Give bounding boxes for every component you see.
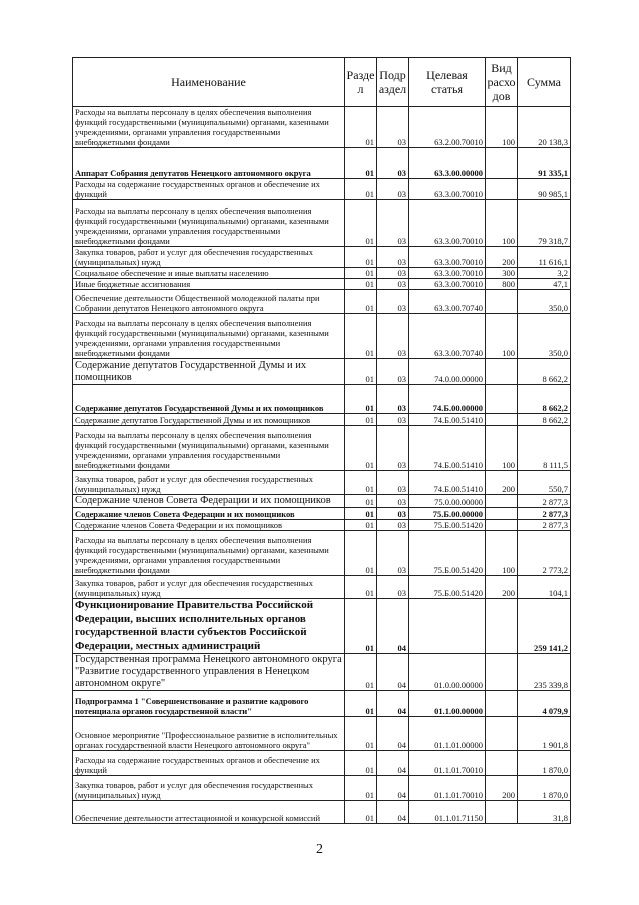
table-body [73, 107, 571, 824]
row-subsection-cell: 03 [377, 576, 409, 599]
row-sum-cell: 20 138,3 [518, 107, 571, 148]
row-type-cell [486, 385, 518, 414]
row-type-cell: 100 [486, 426, 518, 471]
row-subsection-cell: 03 [377, 279, 409, 290]
row-sum-cell: 8 111,5 [518, 426, 571, 471]
row-sum-cell: 79 318,7 [518, 200, 571, 247]
row-sum-cell: 259 141,2 [518, 599, 571, 654]
row-sum-cell: 2 773,2 [518, 531, 571, 576]
table-row [73, 717, 571, 751]
row-sum-cell: 350,0 [518, 314, 571, 359]
table-row [73, 414, 571, 426]
row-sum-cell: 350,0 [518, 290, 571, 314]
row-subsection-cell: 03 [377, 414, 409, 426]
row-subsection-cell: 04 [377, 751, 409, 776]
row-name-cell: Расходы на выплаты персоналу в целях обеспечения выполнения функций государственными (муниципальными) органами, казенными учреждениями, органами управления государственными внебюджетными фондами [73, 426, 345, 471]
row-section-cell: 01 [345, 520, 377, 531]
row-target-cell: 63.3.00.00000 [409, 148, 486, 179]
row-subsection-cell: 03 [377, 508, 409, 520]
table-row [73, 776, 571, 801]
row-type-cell: 100 [486, 314, 518, 359]
row-type-cell [486, 359, 518, 385]
row-sum-cell: 2 877,3 [518, 520, 571, 531]
row-sum-cell: 4 079,9 [518, 691, 571, 717]
row-subsection-cell: 04 [377, 801, 409, 824]
row-name-cell: Иные бюджетные ассигнования [73, 279, 345, 290]
row-sum-cell: 91 335,1 [518, 148, 571, 179]
row-section-cell: 01 [345, 107, 377, 148]
row-type-cell [486, 801, 518, 824]
row-target-cell: 01.1.01.00000 [409, 717, 486, 751]
row-type-cell: 800 [486, 279, 518, 290]
row-name-cell: Закупка товаров, работ и услуг для обеспечения государственных (муниципальных) нужд [73, 471, 345, 495]
table-row [73, 148, 571, 179]
row-target-cell: 74.Б.00.00000 [409, 385, 486, 414]
row-sum-cell: 8 662,2 [518, 414, 571, 426]
row-section-cell: 01 [345, 290, 377, 314]
row-name-cell: Содержание членов Совета Федерации и их помощников [73, 520, 345, 531]
row-section-cell: 01 [345, 148, 377, 179]
row-section-cell: 01 [345, 751, 377, 776]
row-type-cell: 200 [486, 776, 518, 801]
row-subsection-cell: 03 [377, 520, 409, 531]
row-section-cell: 01 [345, 508, 377, 520]
row-subsection-cell: 04 [377, 717, 409, 751]
row-target-cell: 75.Б.00.51420 [409, 576, 486, 599]
row-subsection-cell: 04 [377, 654, 409, 691]
row-target-cell: 63.3.00.70740 [409, 290, 486, 314]
row-name-cell: Государственная программа Ненецкого автономного округа "Развитие государственного управления в Ненецком автономном округе" [73, 654, 345, 691]
table-row [73, 495, 571, 508]
row-sum-cell: 104,1 [518, 576, 571, 599]
table-row [73, 520, 571, 531]
row-target-cell: 63.3.00.70740 [409, 314, 486, 359]
table-row [73, 290, 571, 314]
row-type-cell: 100 [486, 531, 518, 576]
row-target-cell: 74.Б.00.51410 [409, 471, 486, 495]
column-header-sum: Сумма [518, 58, 571, 107]
row-subsection-cell: 03 [377, 290, 409, 314]
row-section-cell: 01 [345, 268, 377, 279]
row-name-cell: Подпрограмма 1 "Совершенствование и развитие кадрового потенциала органов государственной власти" [73, 691, 345, 717]
row-target-cell: 74.0.00.00000 [409, 359, 486, 385]
row-target-cell: 01.1.01.71150 [409, 801, 486, 824]
row-target-cell: 75.Б.00.51420 [409, 520, 486, 531]
row-type-cell: 300 [486, 268, 518, 279]
row-name-cell: Содержание депутатов Государственной Думы и их помощников [73, 359, 345, 385]
row-section-cell: 01 [345, 495, 377, 508]
row-type-cell [486, 691, 518, 717]
row-section-cell: 01 [345, 279, 377, 290]
row-name-cell: Закупка товаров, работ и услуг для обеспечения государственных (муниципальных) нужд [73, 776, 345, 801]
row-section-cell: 01 [345, 576, 377, 599]
row-section-cell: 01 [345, 247, 377, 268]
row-target-cell: 63.3.00.70010 [409, 279, 486, 290]
table-row [73, 385, 571, 414]
row-name-cell: Расходы на выплаты персоналу в целях обеспечения выполнения функций государственными (муниципальными) органами, казенными учреждениями, органами управления государственными внебюджетными фондами [73, 314, 345, 359]
row-name-cell: Содержание депутатов Государственной Думы и их помощников [73, 414, 345, 426]
row-section-cell: 01 [345, 471, 377, 495]
row-subsection-cell: 04 [377, 776, 409, 801]
row-target-cell: 01.1.01.70010 [409, 751, 486, 776]
row-section-cell: 01 [345, 359, 377, 385]
table-row [73, 107, 571, 148]
row-section-cell: 01 [345, 179, 377, 200]
column-header-section: Разде л [345, 58, 377, 107]
row-target-cell: 63.3.00.70010 [409, 247, 486, 268]
table-row [73, 508, 571, 520]
table-row [73, 531, 571, 576]
row-target-cell: 01.1.00.00000 [409, 691, 486, 717]
row-target-cell [409, 599, 486, 654]
row-subsection-cell: 03 [377, 426, 409, 471]
row-sum-cell: 8 662,2 [518, 385, 571, 414]
row-name-cell: Расходы на выплаты персоналу в целях обеспечения выполнения функций государственными (муниципальными) органами, казенными учреждениями, органами управления государственными внебюджетными фондами [73, 531, 345, 576]
row-name-cell: Расходы на выплаты персоналу в целях обеспечения выполнения функций государственными (муниципальными) органами, казенными учреждениями, органами управления государственными внебюджетными фондами [73, 107, 345, 148]
row-subsection-cell: 03 [377, 471, 409, 495]
row-name-cell: Содержание членов Совета Федерации и их помощников [73, 495, 345, 508]
row-subsection-cell: 03 [377, 200, 409, 247]
row-name-cell: Обеспечение деятельности аттестационной и конкурсной комиссий [73, 801, 345, 824]
table-row [73, 801, 571, 824]
table-row [73, 200, 571, 247]
row-subsection-cell: 03 [377, 107, 409, 148]
row-section-cell: 01 [345, 801, 377, 824]
row-name-cell: Закупка товаров, работ и услуг для обеспечения государственных (муниципальных) нужд [73, 247, 345, 268]
row-target-cell: 63.3.00.70010 [409, 200, 486, 247]
column-header-subsection: Подр аздел [377, 58, 409, 107]
table-row [73, 179, 571, 200]
row-section-cell: 01 [345, 314, 377, 359]
row-type-cell [486, 508, 518, 520]
row-name-cell: Закупка товаров, работ и услуг для обеспечения государственных (муниципальных) нужд [73, 576, 345, 599]
column-header-type: Вид расхо дов [486, 58, 518, 107]
table-row [73, 426, 571, 471]
row-target-cell: 75.Б.00.00000 [409, 508, 486, 520]
column-header-name: Наименование [73, 58, 345, 107]
row-sum-cell: 550,7 [518, 471, 571, 495]
row-name-cell: Обеспечение деятельности Общественной молодежной палаты при Собрании депутатов Ненецкого автономного округа [73, 290, 345, 314]
table-row [73, 599, 571, 654]
row-subsection-cell: 03 [377, 247, 409, 268]
row-type-cell [486, 495, 518, 508]
row-sum-cell: 47,1 [518, 279, 571, 290]
row-section-cell: 01 [345, 200, 377, 247]
row-subsection-cell: 03 [377, 385, 409, 414]
row-type-cell [486, 717, 518, 751]
row-type-cell [486, 414, 518, 426]
row-name-cell: Аппарат Собрания депутатов Ненецкого автономного округа [73, 148, 345, 179]
row-target-cell: 63.3.00.70010 [409, 179, 486, 200]
row-name-cell: Социальное обеспечение и иные выплаты населению [73, 268, 345, 279]
row-type-cell [486, 290, 518, 314]
row-name-cell: Функционирование Правительства Российской Федерации, высших исполнительных органов государственной власти субъектов Российской Федерации, местных администраций [73, 599, 345, 654]
row-type-cell: 200 [486, 247, 518, 268]
row-target-cell: 63.2.00.70010 [409, 107, 486, 148]
row-name-cell: Содержание членов Совета Федерации и их помощников [73, 508, 345, 520]
row-target-cell: 01.1.01.70010 [409, 776, 486, 801]
row-type-cell: 100 [486, 200, 518, 247]
row-target-cell: 74.Б.00.51410 [409, 426, 486, 471]
row-subsection-cell: 03 [377, 531, 409, 576]
row-type-cell: 100 [486, 107, 518, 148]
row-sum-cell: 90 985,1 [518, 179, 571, 200]
row-section-cell: 01 [345, 654, 377, 691]
row-subsection-cell: 03 [377, 179, 409, 200]
row-subsection-cell: 04 [377, 691, 409, 717]
budget-table [72, 57, 571, 824]
row-sum-cell: 31,8 [518, 801, 571, 824]
row-type-cell [486, 751, 518, 776]
row-section-cell: 01 [345, 426, 377, 471]
row-section-cell: 01 [345, 691, 377, 717]
row-type-cell: 200 [486, 471, 518, 495]
row-sum-cell: 3,2 [518, 268, 571, 279]
row-subsection-cell: 03 [377, 314, 409, 359]
table-row [73, 471, 571, 495]
table-row [73, 751, 571, 776]
row-section-cell: 01 [345, 599, 377, 654]
row-type-cell [486, 599, 518, 654]
row-type-cell [486, 520, 518, 531]
row-subsection-cell: 03 [377, 495, 409, 508]
row-subsection-cell: 03 [377, 359, 409, 385]
row-target-cell: 74.Б.00.51410 [409, 414, 486, 426]
row-section-cell: 01 [345, 717, 377, 751]
row-type-cell [486, 179, 518, 200]
row-name-cell: Расходы на выплаты персоналу в целях обеспечения выполнения функций государственными (муниципальными) органами, казенными учреждениями, органами управления государственными внебюджетными фондами [73, 200, 345, 247]
row-sum-cell: 1 901,8 [518, 717, 571, 751]
row-sum-cell: 8 662,2 [518, 359, 571, 385]
row-target-cell: 75.0.00.00000 [409, 495, 486, 508]
row-sum-cell: 1 870,0 [518, 751, 571, 776]
row-name-cell: Расходы на содержание государственных органов и обеспечение их функций [73, 179, 345, 200]
row-name-cell: Содержание депутатов Государственной Думы и их помощников [73, 385, 345, 414]
row-sum-cell: 11 616,1 [518, 247, 571, 268]
row-target-cell: 75.Б.00.51420 [409, 531, 486, 576]
page-number: 2 [316, 842, 323, 857]
row-target-cell: 63.3.00.70010 [409, 268, 486, 279]
table-row [73, 359, 571, 385]
column-header-target: Целевая статья [409, 58, 486, 107]
table-row [73, 268, 571, 279]
row-sum-cell: 2 877,3 [518, 495, 571, 508]
row-subsection-cell: 03 [377, 268, 409, 279]
table-header-row [73, 58, 571, 107]
row-section-cell: 01 [345, 385, 377, 414]
row-sum-cell: 2 877,3 [518, 508, 571, 520]
table-row [73, 279, 571, 290]
row-sum-cell: 235 339,8 [518, 654, 571, 691]
row-sum-cell: 1 870,0 [518, 776, 571, 801]
row-section-cell: 01 [345, 414, 377, 426]
table-row [73, 314, 571, 359]
row-name-cell: Основное мероприятие "Профессиональное развитие в исполнительных органах государственной власти Ненецкого автономного округа" [73, 717, 345, 751]
row-target-cell: 01.0.00.00000 [409, 654, 486, 691]
table-row [73, 691, 571, 717]
table-row [73, 247, 571, 268]
row-subsection-cell: 03 [377, 148, 409, 179]
row-type-cell [486, 654, 518, 691]
table-row [73, 654, 571, 691]
row-name-cell: Расходы на содержание государственных органов и обеспечение их функций [73, 751, 345, 776]
row-section-cell: 01 [345, 531, 377, 576]
row-type-cell [486, 148, 518, 179]
table-row [73, 576, 571, 599]
row-subsection-cell: 04 [377, 599, 409, 654]
row-section-cell: 01 [345, 776, 377, 801]
row-type-cell: 200 [486, 576, 518, 599]
